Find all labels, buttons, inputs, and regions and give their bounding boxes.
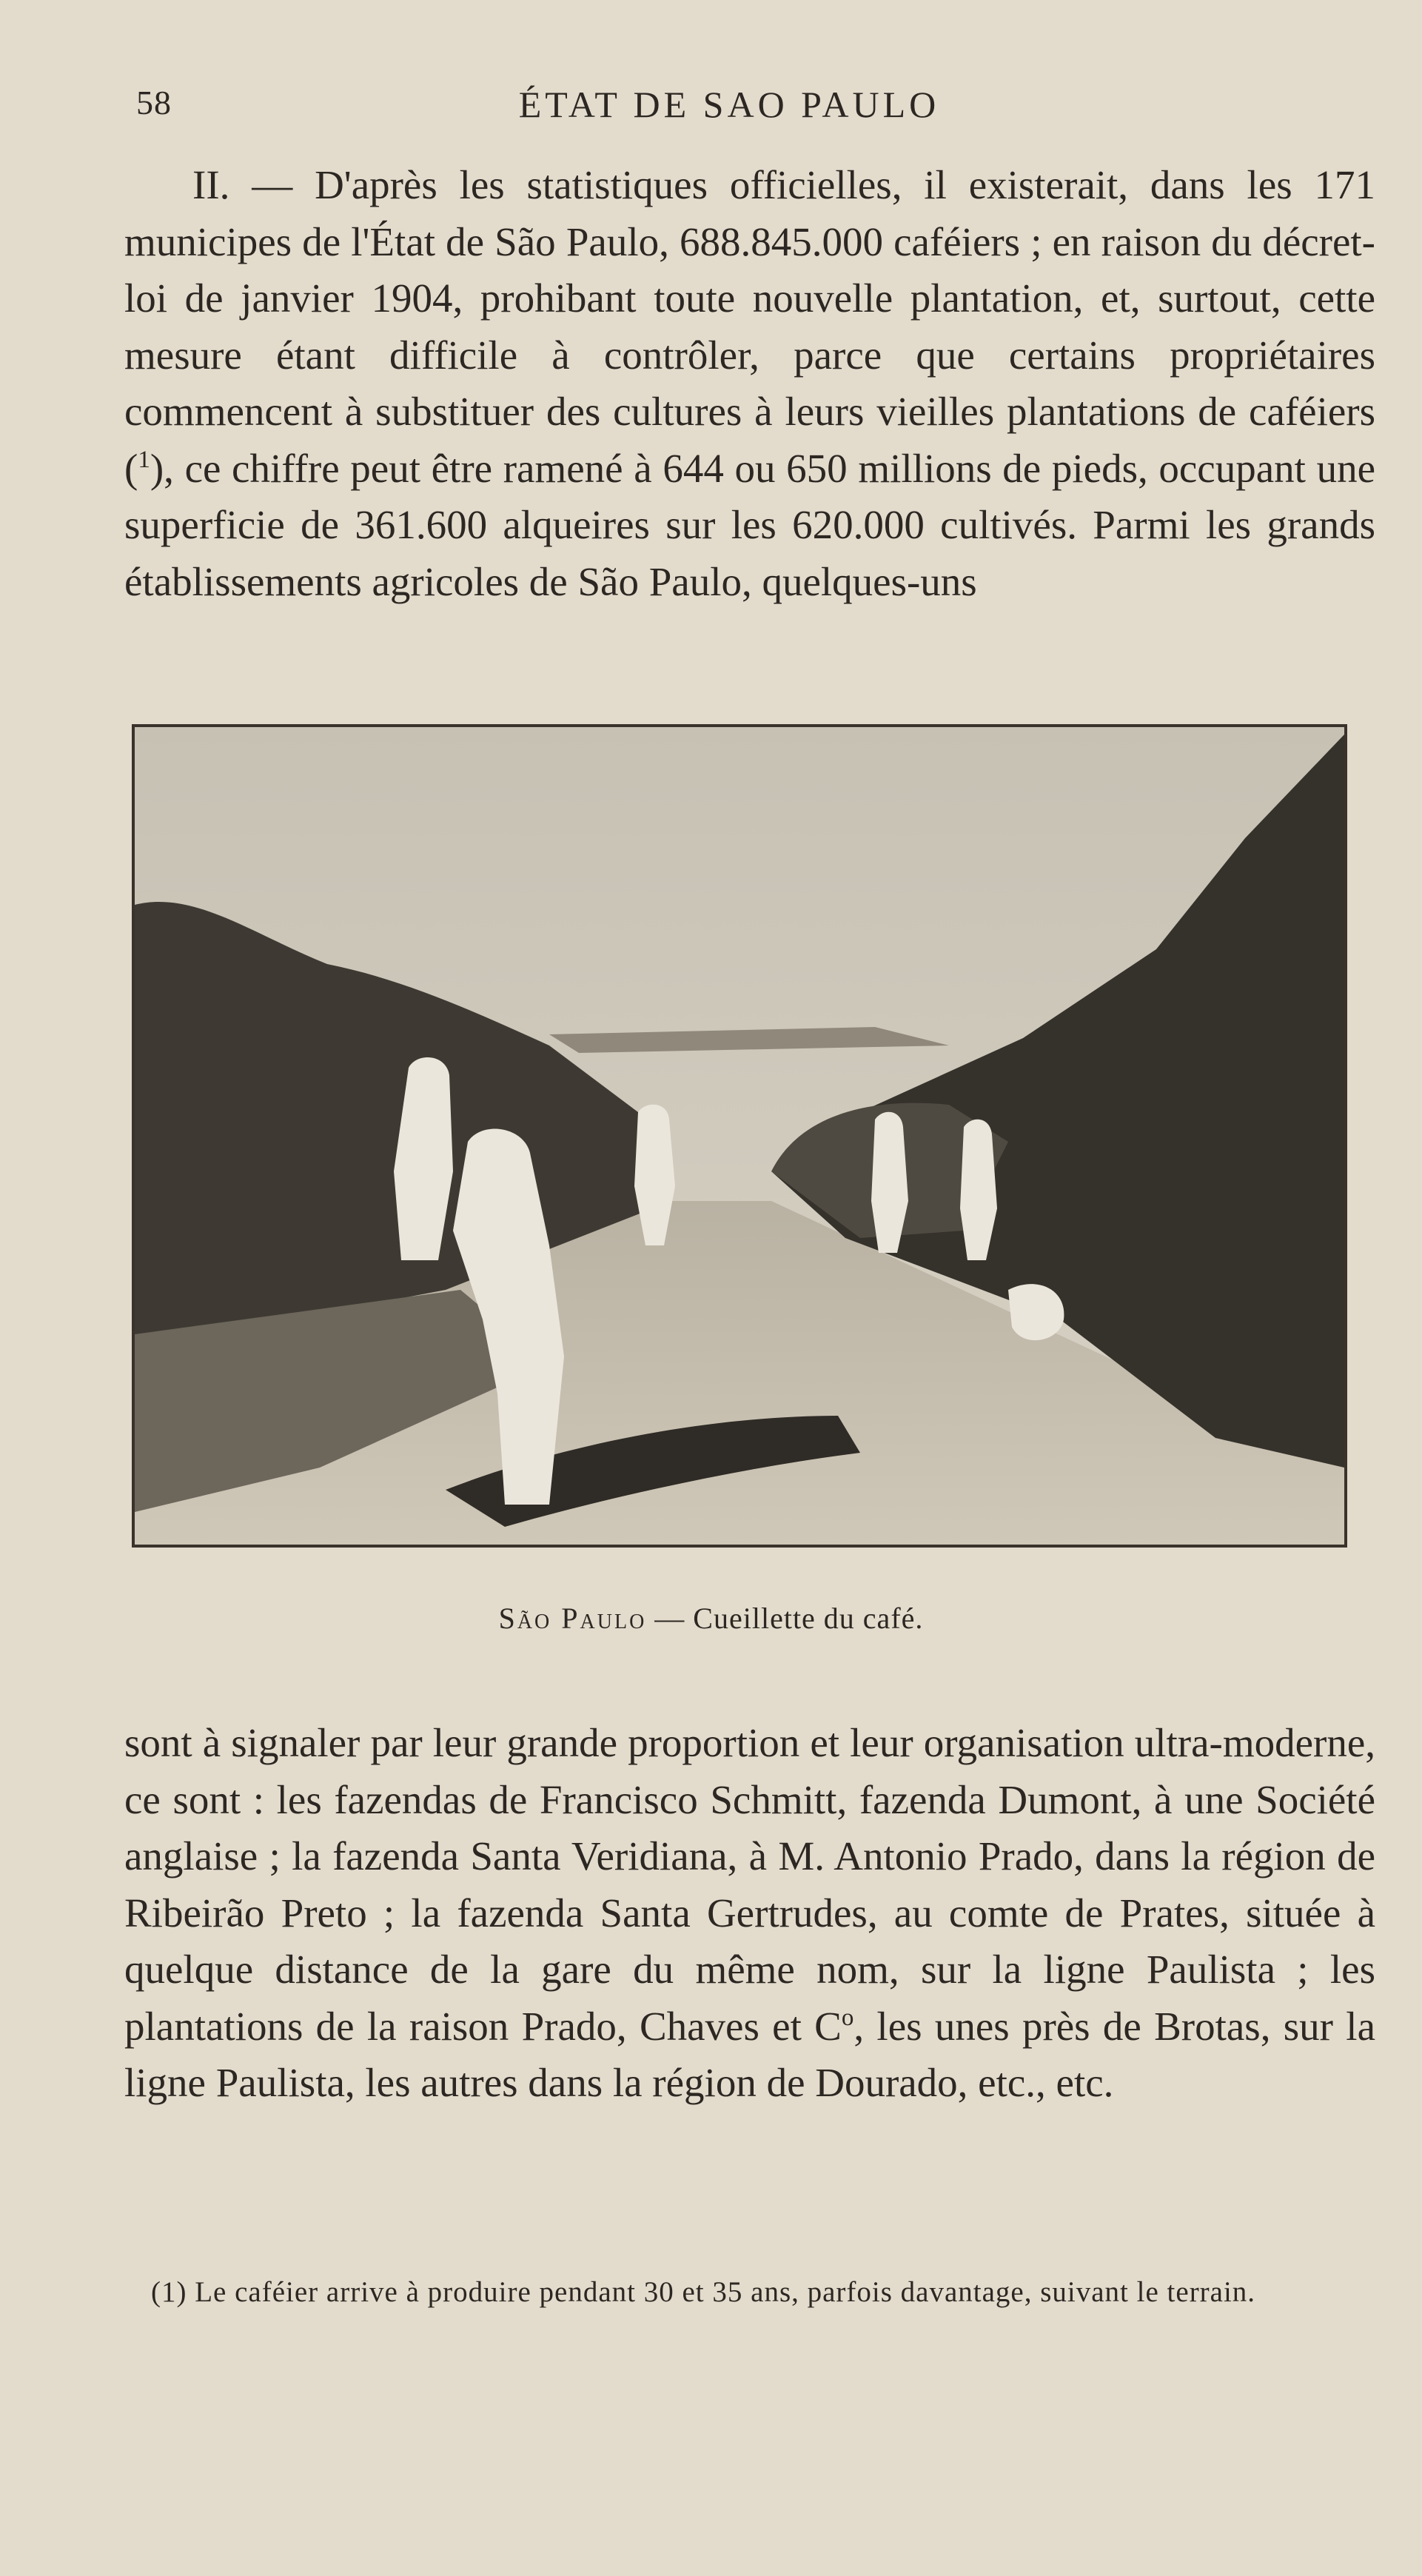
paragraph-statistics-text-a: II. — D'après les statistiques officielles, il existerait, dans les 171 municipes de l'État de São Paulo, 688.845.000 caféiers ; en raison du décret-loi de janvier 1904, prohibant toute nouvelle plantation, et, surtout, cette mesure étant difficile à contrôler, parce que certains propriétaires commencent à substituer des cultures à leurs vieilles plantations de caféiers ( (124, 162, 1375, 491)
paragraph-fazendas-text-b: , les unes près de Brotas, sur la ligne Paulista, les autres dans la région de Dourado, etc., etc. (124, 2003, 1375, 2105)
figure-caption (0, 1601, 1422, 1636)
footnote (110, 2272, 1355, 2313)
page-number: 58 (136, 84, 172, 121)
footnote-text: Le caféier arrive à produire pendant 30 et 35 ans, parfois davantage, suivant le terrain. (187, 2276, 1256, 2308)
caption-place: São Paulo (498, 1602, 647, 1635)
caption-text: — Cueillette du café. (646, 1602, 924, 1635)
superscript-o: o (841, 2004, 854, 2031)
page-header (111, 83, 1347, 135)
paragraph-statistics (124, 157, 1375, 610)
footnote-marker: (1) (151, 2276, 187, 2308)
running-title: ÉTAT DE SAO PAULO (518, 84, 940, 125)
figure-photograph (132, 724, 1347, 1548)
paragraph-statistics-text-b: ), ce chiffre peut être ramené à 644 ou 650 millions de pieds, occupant une superficie de 361.600 alqueires sur les 620.000 cultivés. Parmi les grands établissements agricoles de São Paulo, quelques-uns (124, 445, 1375, 604)
coffee-harvest-photograph (135, 727, 1344, 1545)
paragraph-fazendas-text-a: sont à signaler par leur grande proportion et leur organisation ultra-moderne, ce sont : les fazendas de Francisco Schmitt, fazenda Dumont, à une Société anglaise ; la fazenda Santa Veridiana, à M. Antonio Prado, dans la région de Ribeirão Preto ; la fazenda Santa Gertrudes, au comte de Prates, située à quelque distance de la gare du même nom, sur la ligne Paulista ; les plantations de la raison Prado, Chaves et C (124, 1720, 1375, 2049)
paragraph-fazendas (124, 1715, 1375, 2112)
footnote-reference: 1 (138, 446, 150, 473)
